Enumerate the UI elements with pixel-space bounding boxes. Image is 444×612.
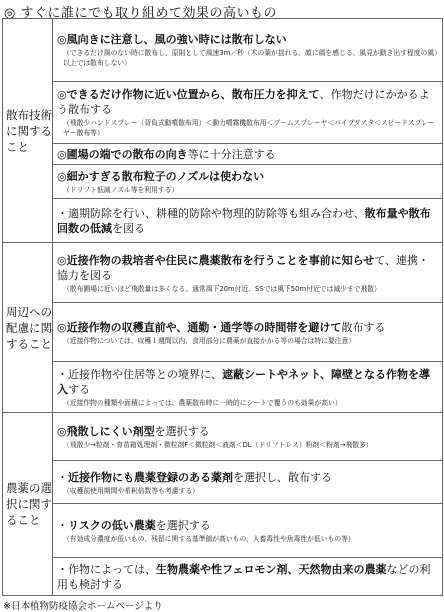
emphasized-text: 生物農薬や性フェロモン剤、天然物由来の農薬	[156, 562, 387, 576]
table-row	[3, 302, 443, 361]
table-row	[3, 362, 443, 413]
item-text-part: を選択する	[154, 425, 210, 439]
guideline-item	[53, 412, 443, 460]
item-note: （飛散少ハンドスプレー（背負式動噴散布用）＜動力噴霧機散布用＜ブームスプレーヤ＜パイプダスタ＜スピードスプレーヤー散布等）	[63, 119, 435, 138]
item-text-part: ◎	[57, 253, 67, 267]
item-text	[57, 87, 439, 117]
guideline-item	[53, 19, 443, 82]
item-text-part: ◎	[57, 320, 67, 334]
item-text	[57, 562, 439, 592]
emphasized-text: 散布量や散布回数の低減	[57, 207, 431, 236]
guideline-item	[53, 362, 443, 413]
item-text-part: ◎	[57, 88, 67, 102]
item-note: （収穫前使用期間や希釈倍数等も考慮する）	[63, 486, 199, 495]
emphasized-text: 近接作物の収穫直前や、通勤・通学等の時間帯を避けて	[66, 320, 342, 334]
item-note: （有効成分濃度が低いもの、残留に関する基準値が高いもの、人畜毒性や魚毒性が低いもの等）	[63, 534, 355, 543]
emphasized-text: 飛散しにくい剤型	[66, 425, 155, 439]
item-text	[57, 518, 439, 533]
item-text	[57, 367, 439, 397]
category-cell: 農薬の選択に関すること	[3, 412, 53, 595]
item-text	[57, 32, 439, 47]
emphasized-text: リスクの低い農薬	[68, 518, 156, 532]
item-note: （近接作物については、収穫１週間以内、食用部分に農薬が直接かかる等の場合は特に要注意）	[63, 336, 356, 345]
item-text-part: などの利用も検討する	[57, 562, 431, 591]
guideline-table	[2, 18, 443, 596]
guideline-item	[53, 302, 443, 361]
item-text-part: ・作物によっては、	[57, 562, 156, 576]
item-text-part: ◎	[57, 33, 67, 47]
category-cell: 散布技術に関すること	[3, 19, 53, 243]
category-cell: 周辺への配慮に関すること	[3, 243, 53, 412]
item-text	[57, 320, 439, 335]
emphasized-text: 遮蔽シートやネット、障壁となる作物を導入	[57, 368, 431, 397]
item-text	[57, 424, 439, 439]
item-text-part: を選択する	[155, 518, 211, 532]
table-row	[3, 164, 443, 198]
item-text-part: 散布する	[341, 320, 386, 334]
emphasized-text: できるだけ作物に近い位置から、散布圧力を抑えて	[66, 88, 320, 102]
item-note: （ドリフト低減ノズル等を利用する）	[63, 185, 179, 194]
source-note: ※日本植物防疫協会ホームページより	[3, 601, 163, 612]
table-row	[3, 412, 443, 460]
item-text-part: ・近接作物や住居等との境界に、	[57, 368, 222, 382]
item-text-part: ・適期防除を行い、耕種的防除や物理的防除等も組み合わせ、	[57, 207, 365, 221]
item-text	[57, 169, 439, 184]
guideline-item	[53, 557, 443, 595]
item-text-part: 、作物だけにかかるよう散布する	[57, 88, 430, 117]
item-text-part: する	[68, 383, 90, 397]
item-text-part: て、連携・協力を図る	[57, 253, 430, 282]
item-text	[57, 253, 439, 283]
emphasized-text: 近接作物にも農薬登録のある薬剤	[68, 470, 233, 484]
table-row	[3, 557, 443, 595]
item-text-part: ◎	[57, 147, 67, 161]
guideline-table-body	[3, 19, 443, 596]
guideline-item	[53, 243, 443, 302]
item-text-part: ◎	[57, 169, 67, 183]
guideline-item	[53, 143, 443, 164]
guideline-item	[53, 198, 443, 243]
guideline-item	[53, 164, 443, 198]
table-row	[3, 81, 443, 143]
item-text	[57, 470, 439, 485]
item-text	[57, 147, 439, 162]
item-note: （できるだけ風のない時に散布し、原則として風速3m／秒（木の葉が揺れる、顔に風を感じる、風見が動き出す程度の風）以上では散布しない）	[63, 49, 438, 68]
guideline-item	[53, 81, 443, 143]
emphasized-text: 細かすぎる散布粒子のノズルは使わない	[66, 169, 265, 183]
table-row	[3, 503, 443, 557]
emphasized-text: 圃場の端での散布の向き	[66, 147, 188, 161]
guideline-item	[53, 503, 443, 557]
table-row	[3, 143, 443, 164]
item-note: （散布圃場に近いほど飛散量は多くなる。通常風下20m付近、SSでは風下50m付近では減少まで飛散）	[63, 284, 381, 293]
item-text-part: ・	[57, 470, 68, 484]
item-note: （近接作物の種類や面積によっては、農薬散布時に一時的にシートで覆うのも効果が高い）	[63, 399, 342, 408]
table-row	[3, 19, 443, 82]
table-row	[3, 461, 443, 504]
page-title: ◎ すぐに誰にでも取り組めて効果の高いもの	[4, 6, 277, 21]
emphasized-text: 風向きに注意し、風の強い時には散布しない	[66, 33, 287, 47]
item-text-part: ・	[57, 518, 68, 532]
guideline-item	[53, 461, 443, 504]
emphasized-text: 近接作物の栽培者や住民に農薬散布を行うことを事前に知らせ	[66, 253, 375, 267]
item-text-part: ◎	[57, 425, 67, 439]
item-text-part: を図る	[112, 222, 145, 236]
item-note: （飛散少→粒剤・育苗箱処理剤・微粒剤F＜微粒剤＜液剤＜DL（ドリフトレス）粉剤＜粉剤→飛散多）	[63, 441, 373, 450]
table-row	[3, 243, 443, 302]
item-text-part: 等に十分注意する	[187, 147, 276, 161]
item-text	[57, 206, 439, 236]
item-text-part: を選択し、散布する	[233, 470, 332, 484]
table-row	[3, 198, 443, 243]
